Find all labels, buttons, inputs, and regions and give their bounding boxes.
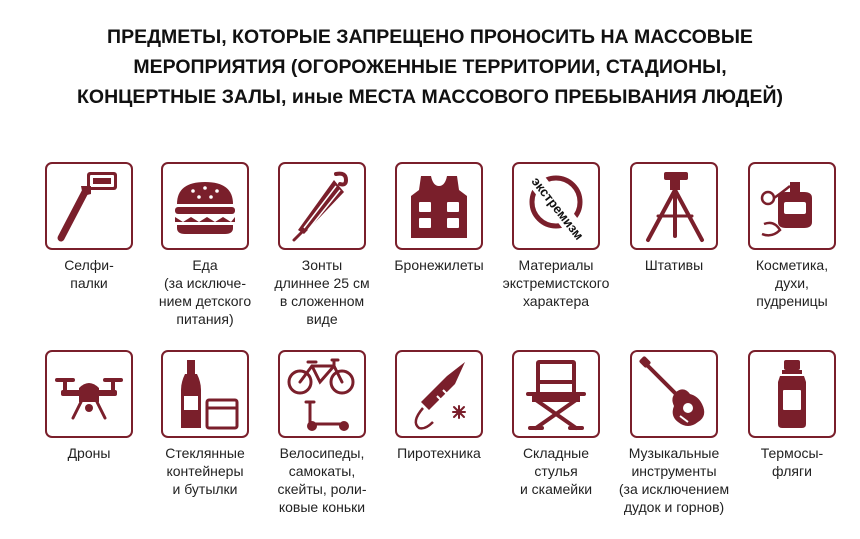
umbrella-icon	[280, 164, 364, 248]
extremism-stamp-text: экстремизм	[528, 173, 587, 243]
firework-icon	[397, 352, 481, 436]
title-line: МЕРОПРИЯТИЯ (ОГОРОЖЕННЫЕ ТЕРРИТОРИИ, СТАДИОНЫ,	[133, 56, 727, 78]
perfume-icon	[750, 164, 834, 248]
item-caption: Штативы	[644, 257, 704, 273]
icon-tile	[161, 162, 249, 250]
item-caption: Косметика, духи, пудреницы	[755, 257, 829, 309]
item-caption: Пиротехника	[397, 445, 481, 461]
thermos-icon	[750, 352, 834, 436]
item-caption: Материалы экстремистского характера	[502, 257, 610, 309]
tripod-icon	[632, 164, 716, 248]
selfie-stick-icon	[47, 164, 131, 248]
title-line: КОНЦЕРТНЫЕ ЗАЛЫ, иные МЕСТА МАССОВОГО ПРЕБЫВАНИЯ ЛЮДЕЙ)	[77, 86, 783, 108]
extremism-icon	[514, 164, 598, 248]
icon-tile	[512, 162, 600, 250]
vest-icon	[397, 164, 481, 248]
item-caption: Складные стулья и скамейки	[519, 445, 593, 497]
item-caption: Стеклянные контейнеры и бутылки	[165, 445, 245, 497]
icon-tile	[748, 162, 836, 250]
icon-tile	[278, 162, 366, 250]
icon-tile	[395, 350, 483, 438]
folding-chair-icon	[514, 352, 598, 436]
item-caption: Бронежилеты	[394, 257, 484, 273]
item-caption: Термосы- фляги	[760, 445, 824, 479]
icon-tile	[278, 350, 366, 438]
icon-tile	[630, 350, 718, 438]
drone-icon	[47, 352, 131, 436]
icon-tile	[395, 162, 483, 250]
icon-tile	[512, 350, 600, 438]
bicycle-icon	[280, 352, 364, 436]
icon-tile	[45, 162, 133, 250]
item-caption: Селфи- палки	[64, 257, 114, 291]
bottle-icon	[163, 352, 247, 436]
page-title	[0, 22, 860, 112]
item-caption: Велосипеды, самокаты, скейты, роли- ковые коньки	[277, 445, 367, 515]
icon-tile	[748, 350, 836, 438]
item-caption: Дроны	[67, 445, 111, 461]
item-caption: Зонты длиннее 25 см в сложенном виде	[274, 257, 370, 327]
icon-tile	[45, 350, 133, 438]
icon-tile	[161, 350, 249, 438]
item-caption: Еда (за исключе- нием детского питания)	[158, 257, 252, 327]
title-line: ПРЕДМЕТЫ, КОТОРЫЕ ЗАПРЕЩЕНО ПРОНОСИТЬ НА МАССОВЫЕ	[107, 26, 753, 48]
icon-tile	[630, 162, 718, 250]
item-caption: Музыкальные инструменты (за исключением дудок и горнов)	[618, 445, 730, 515]
guitar-icon	[632, 352, 716, 436]
burger-icon	[163, 164, 247, 248]
